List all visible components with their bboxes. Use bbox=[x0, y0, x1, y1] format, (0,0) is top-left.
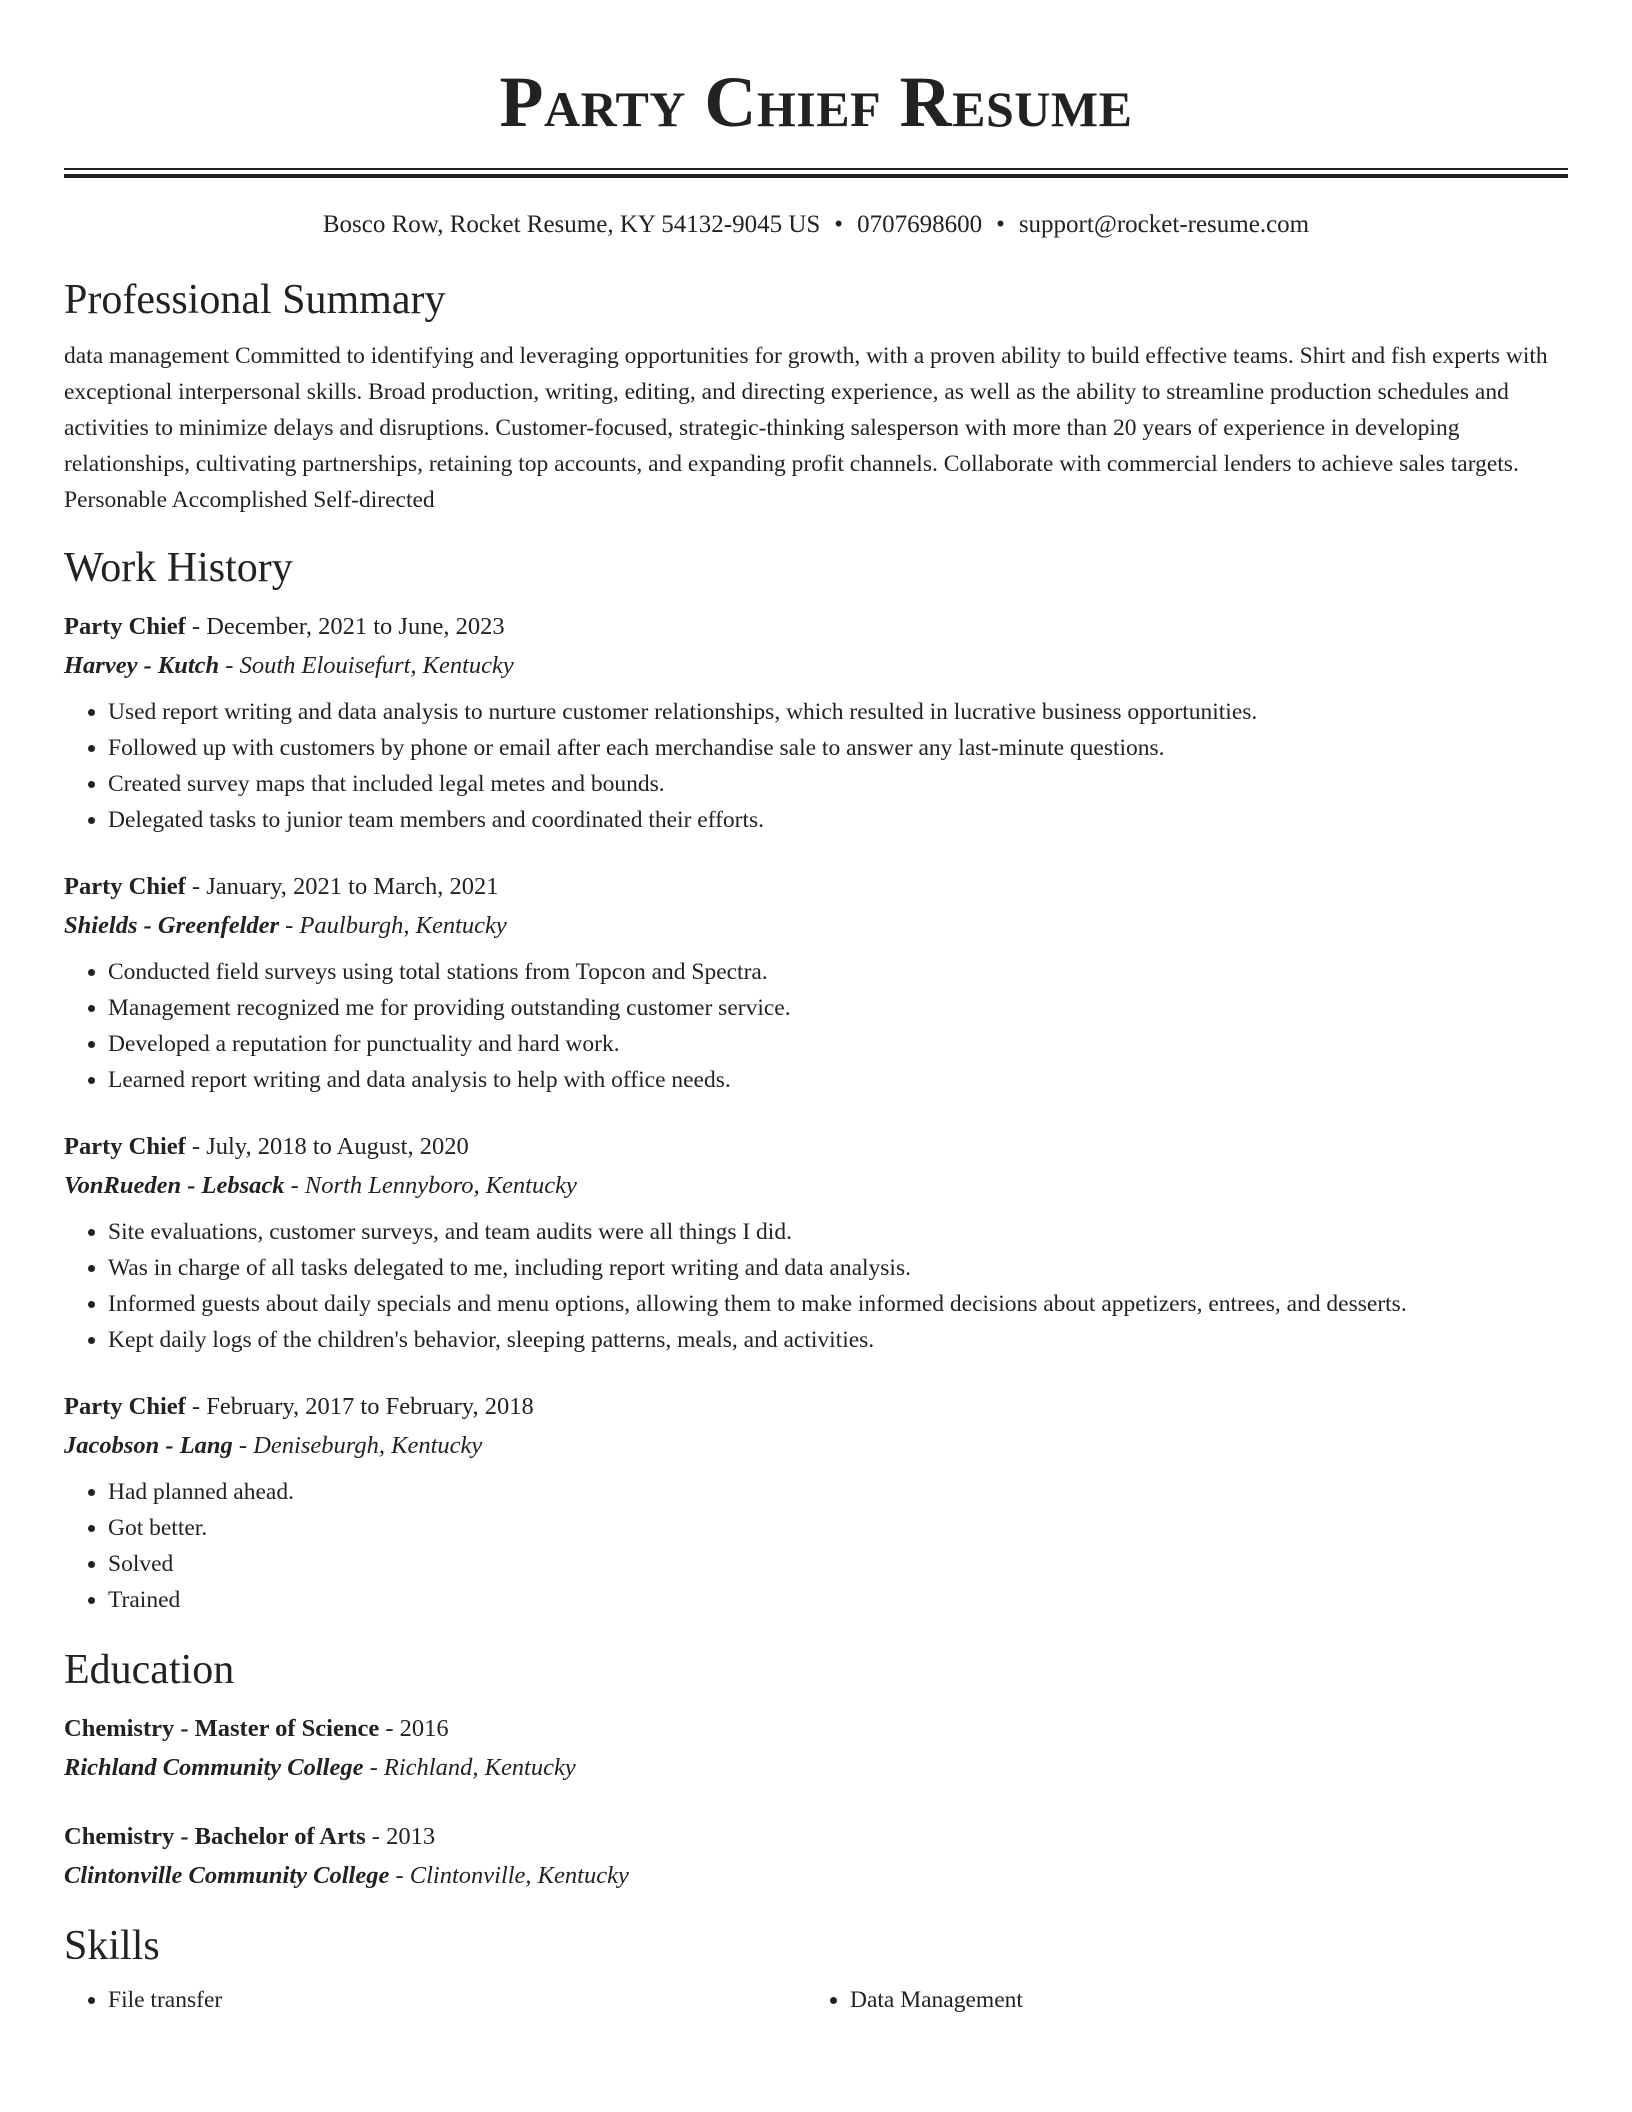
graduation-year: - 2016 bbox=[379, 1715, 449, 1742]
job-duty: • Site evaluations, customer surveys, and team audits were all things I did. bbox=[108, 1214, 1568, 1250]
contact-address: Bosco Row, Rocket Resume, KY 54132-9045 US bbox=[322, 211, 821, 238]
job-employer bbox=[64, 1166, 1568, 1206]
education-entry bbox=[64, 1710, 1568, 1788]
job-duties bbox=[64, 954, 1568, 1098]
job-header bbox=[64, 1388, 1568, 1426]
school-line bbox=[64, 1856, 1568, 1896]
skills-section bbox=[64, 1922, 1568, 2018]
skill-item: • Data Management bbox=[850, 1982, 1548, 2018]
job-duty: • Was in charge of all tasks delegated to me, including report writing and data analysis. bbox=[108, 1250, 1568, 1286]
job-entry bbox=[64, 1128, 1568, 1358]
resume-title: Party Chief Resume bbox=[499, 62, 1133, 142]
contact-separator: • bbox=[996, 211, 1005, 238]
job-header bbox=[64, 1128, 1568, 1166]
section-heading: Skills bbox=[64, 1923, 160, 1969]
school-name: Clintonville Community College bbox=[64, 1862, 390, 1889]
job-dates: - July, 2018 to August, 2020 bbox=[185, 1133, 469, 1160]
job-duties bbox=[64, 1474, 1568, 1618]
skill-item: • File transfer bbox=[108, 1982, 806, 2018]
company-name: Harvey - Kutch bbox=[64, 652, 220, 679]
school-location: - Richland, Kentucky bbox=[363, 1754, 576, 1781]
title-divider bbox=[64, 168, 1568, 178]
company-name: VonRueden - Lebsack bbox=[64, 1172, 285, 1199]
job-header bbox=[64, 868, 1568, 906]
skills-list-right bbox=[806, 1982, 1548, 2018]
job-duty: • Learned report writing and data analysis to help with office needs. bbox=[108, 1062, 1568, 1098]
job-duty: • Trained bbox=[108, 1582, 1568, 1618]
graduation-year: - 2013 bbox=[365, 1823, 436, 1850]
job-duties bbox=[64, 694, 1568, 838]
job-title: Party Chief bbox=[64, 1393, 186, 1420]
job-duty: • Delegated tasks to junior team members and coordinated their efforts. bbox=[108, 802, 1568, 838]
company-name: Jacobson - Lang bbox=[64, 1432, 233, 1459]
section-heading: Education bbox=[64, 1647, 235, 1693]
job-employer bbox=[64, 906, 1568, 946]
job-dates: - February, 2017 to February, 2018 bbox=[185, 1393, 534, 1420]
job-duty: • Followed up with customers by phone or email after each merchandise sale to answer any last-minute questions. bbox=[108, 730, 1568, 766]
job-duty: • Created survey maps that included legal metes and bounds. bbox=[108, 766, 1568, 802]
education-section bbox=[64, 1646, 1568, 1896]
job-duty: • Used report writing and data analysis to nurture customer relationships, which resulted in lucrative business opportunities. bbox=[108, 694, 1568, 730]
summary-text: data management Committed to identifying and leveraging opportunities for growth, with a proven ability to build effective teams. Shirt and fish experts with exceptional interpersonal skills. Broad production, writing, editing, and directing experience, as well as the ability to streamline production schedules and activities to minimize delays and disruptions. Customer-focused, strategic-thinking salesperson with more than 20 years of experience in developing relationships, cultivating partnerships, retaining top accounts, and expanding profit channels. Collaborate with commercial lenders to achieve sales targets. Personable Accomplished Self-directed bbox=[64, 343, 1548, 513]
job-location: - Deniseburgh, Kentucky bbox=[232, 1432, 483, 1459]
skills-columns bbox=[64, 1982, 1568, 2018]
job-title: Party Chief bbox=[64, 873, 186, 900]
job-location: - North Lennyboro, Kentucky bbox=[284, 1172, 577, 1199]
job-duty: • Conducted field surveys using total stations from Topcon and Spectra. bbox=[108, 954, 1568, 990]
job-duties bbox=[64, 1214, 1568, 1358]
section-heading: Professional Summary bbox=[64, 277, 446, 323]
job-duty: • Developed a reputation for punctuality and hard work. bbox=[108, 1026, 1568, 1062]
job-duty: • Got better. bbox=[108, 1510, 1568, 1546]
degree-line bbox=[64, 1818, 1568, 1856]
contact-phone: 0707698600 bbox=[857, 211, 983, 238]
skills-list-left bbox=[64, 1982, 806, 2018]
contact-line bbox=[64, 210, 1568, 240]
job-entry bbox=[64, 1388, 1568, 1618]
job-entry bbox=[64, 608, 1568, 838]
company-name: Shields - Greenfelder bbox=[64, 912, 280, 939]
job-duty: • Management recognized me for providing outstanding customer service. bbox=[108, 990, 1568, 1026]
job-employer bbox=[64, 646, 1568, 686]
job-duty: • Kept daily logs of the children's behavior, sleeping patterns, meals, and activities. bbox=[108, 1322, 1568, 1358]
school-line bbox=[64, 1748, 1568, 1788]
job-title: Party Chief bbox=[64, 613, 186, 640]
job-location: - Paulburgh, Kentucky bbox=[279, 912, 507, 939]
job-duty: • Informed guests about daily specials and menu options, allowing them to make informed decisions about appetizers, entrees, and desserts. bbox=[108, 1286, 1568, 1322]
job-dates: - December, 2021 to June, 2023 bbox=[185, 613, 505, 640]
school-location: - Clintonville, Kentucky bbox=[389, 1862, 629, 1889]
job-employer bbox=[64, 1426, 1568, 1466]
job-duty: • Had planned ahead. bbox=[108, 1474, 1568, 1510]
job-entry bbox=[64, 868, 1568, 1098]
degree-name: Chemistry - Master of Science bbox=[64, 1715, 380, 1742]
degree-name: Chemistry - Bachelor of Arts bbox=[64, 1823, 366, 1850]
degree-line bbox=[64, 1710, 1568, 1748]
job-dates: - January, 2021 to March, 2021 bbox=[185, 873, 499, 900]
job-location: - South Elouisefurt, Kentucky bbox=[219, 652, 514, 679]
school-name: Richland Community College bbox=[64, 1754, 364, 1781]
job-title: Party Chief bbox=[64, 1133, 186, 1160]
contact-email: support@rocket-resume.com bbox=[1018, 211, 1310, 238]
job-header bbox=[64, 608, 1568, 646]
contact-separator: • bbox=[834, 211, 844, 238]
education-entry bbox=[64, 1818, 1568, 1896]
summary-section bbox=[64, 276, 1568, 518]
job-duty: • Solved bbox=[108, 1546, 1568, 1582]
work-history-section bbox=[64, 544, 1568, 1618]
section-heading: Work History bbox=[64, 545, 293, 591]
